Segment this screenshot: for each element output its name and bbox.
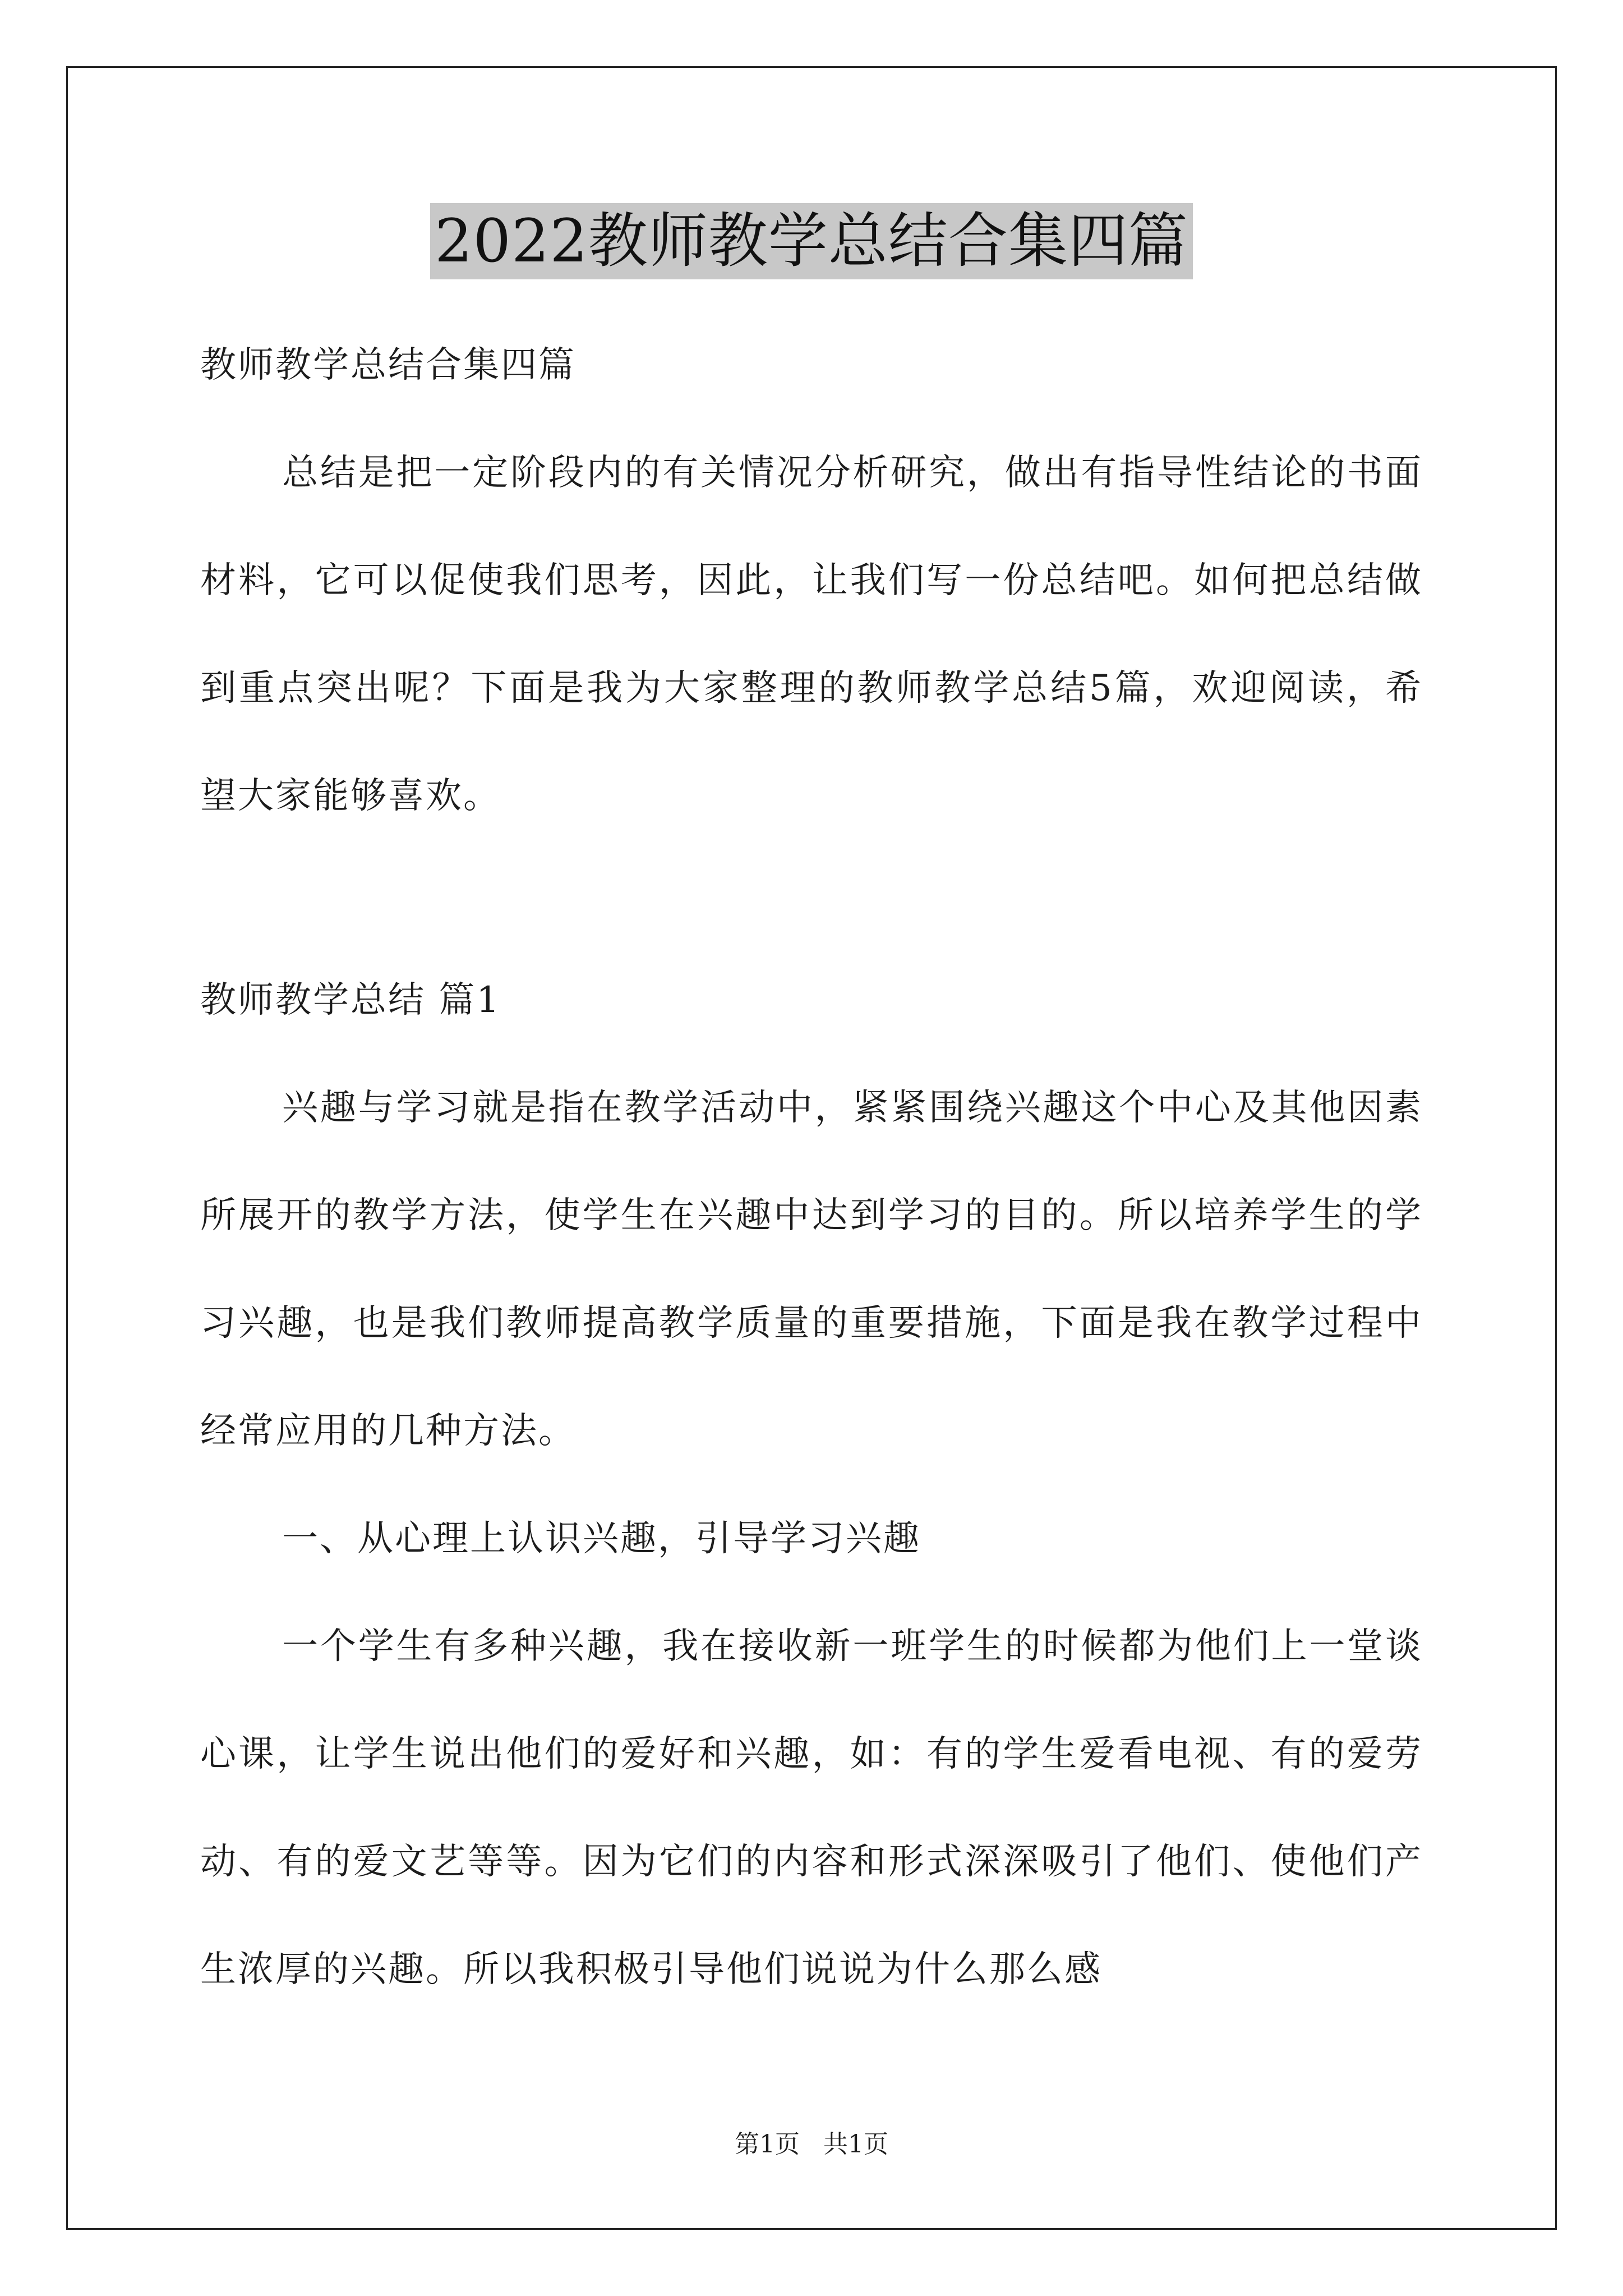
footer-separator — [800, 2130, 823, 2159]
section-heading: 教师教学总结 篇1 — [200, 979, 501, 1021]
section-spacer — [200, 850, 1423, 946]
body-paragraph: 一个学生有多种兴趣，我在接收新一班学生的时候都为他们上一堂谈心课，让学生说出他们的爱好和兴趣，如：有的学生爱看电视、有的爱劳动、有的爱文艺等等。因为它们的内容和形式深深吸引了他们、使他们产生浓厚的兴趣。所以我积极引导他们说说为什么那么感 — [200, 1626, 1423, 1990]
intro-paragraph: 总结是把一定阶段内的有关情况分析研究，做出有指导性结论的书面材料，它可以促使我们思考，因此，让我们写一份总结吧。如何把总结做到重点突出呢？下面是我为大家整理的教师教学总结5篇，欢迎阅读，希望大家能够喜欢。 — [200, 452, 1423, 817]
page-number-total: 共1页 — [823, 2130, 888, 2159]
document-title: 2022教师教学总结合集四篇 — [430, 203, 1193, 279]
page-number-current: 第1页 — [735, 2130, 800, 2159]
point-heading: 一、从心理上认识兴趣，引导学习兴趣 — [282, 1518, 921, 1559]
document-subtitle: 教师教学总结合集四篇 — [200, 344, 576, 386]
body-paragraph: 兴趣与学习就是指在教学活动中，紧紧围绕兴趣这个中心及其他因素所展开的教学方法，使学生在兴趣中达到学习的目的。所以培养学生的学习兴趣，也是我们教师提高教学质量的重要措施，下面是我在教学过程中经常应用的几种方法。 — [200, 1087, 1423, 1452]
document-body — [200, 311, 1423, 2023]
page-footer — [0, 2129, 1623, 2160]
title-container — [0, 203, 1623, 279]
